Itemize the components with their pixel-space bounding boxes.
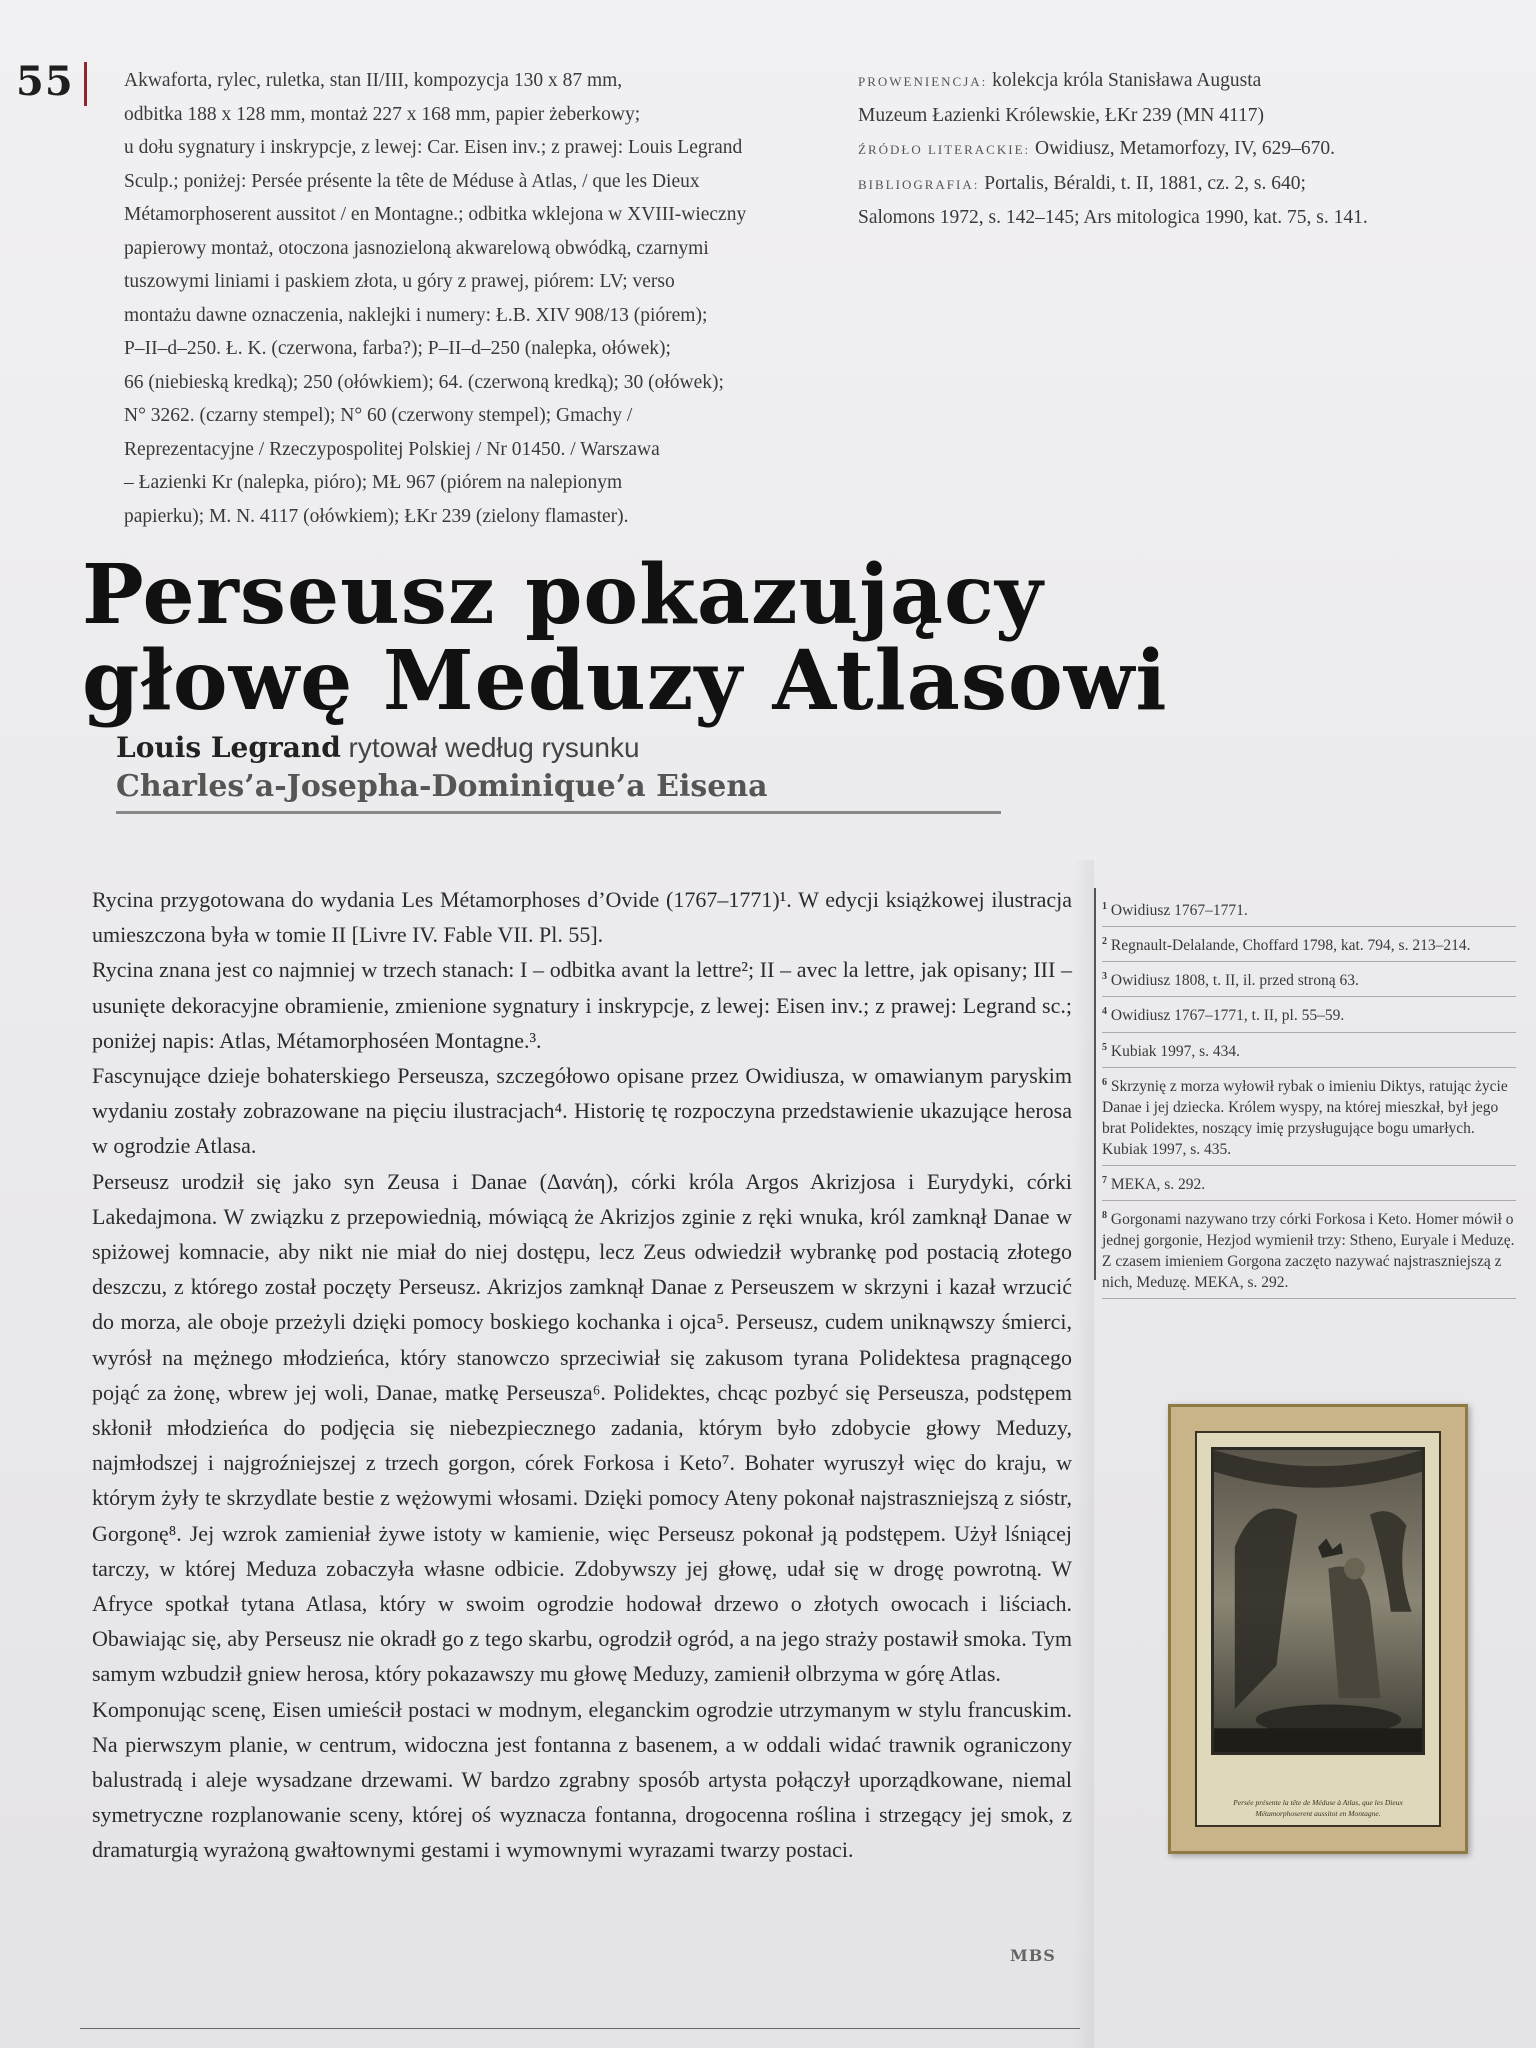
footnote-number: 6: [1102, 1076, 1107, 1088]
technical-description: [124, 64, 824, 533]
bibliography-line-2: Salomons 1972, s. 142–145; Ars mitologica 1990, kat. 75, s. 141.: [858, 207, 1368, 228]
footnote-text: Regnault-Delalande, Choffard 1798, kat. 794, s. 213–214.: [1110, 937, 1471, 955]
footnote: [1102, 997, 1516, 1032]
footnotes: [1102, 892, 1516, 1299]
techdesc-line: P–II–d–250. Ł. K. (czerwona, farba?); P–II–d–250 (nalepka, ołówek);: [124, 338, 671, 359]
engraving-caption: Persée présente la tête de Méduse à Atlas, que les Dieux Métamorphoserent aussitot en Montagne.: [1233, 1798, 1403, 1818]
footnote: [1102, 1068, 1516, 1166]
footnote: [1102, 927, 1516, 962]
footnote: [1102, 1166, 1516, 1201]
footnote: [1102, 1033, 1516, 1068]
techdesc-line: – Łazienki Kr (nalepka, pióro); MŁ 967 (piórem na nalepionym: [124, 472, 623, 493]
footnote-number: 8: [1102, 1210, 1107, 1222]
footnote-text: Skrzynię z morza wyłowił rybak o imieniu Diktys, ratując życie Danae i jej dziecka. Królem wyspy, na której mieszkał, był jego brat Polidektes, noszący imię przysługujące bogu umarłych. Kubiak 1997, s. 435.: [1102, 1077, 1508, 1158]
museum-line: Muzeum Łazienki Królewskie, ŁKr 239 (MN 4117): [858, 104, 1264, 126]
footnote-text: Kubiak 1997, s. 434.: [1110, 1042, 1241, 1060]
techdesc-line: papierku); M. N. 4117 (ołówkiem); ŁKr 239 (zielony flamaster).: [124, 505, 629, 527]
provenance-label: PROWENIENCJA:: [858, 74, 988, 89]
body-paragraph: Komponując scenę, Eisen umieścił postaci w modnym, eleganckim ogrodzie utrzymanym w stylu francuskim. Na pierwszym planie, w centrum, widoczna jest fontanna z basenem, a w oddali widać trawnik ograniczony balustradą i aleje wysadzane drzewami. W bardzo zgrabny sposób artysta połączył uporządkowane, niemal symetryczne rozplanowanie sceny, której oś wyznacza fontanna, drogocenna roślina i strzegący jej smok, z dramaturgią wyrażoną gwałtownymi gestami i wymownymi wyrazami twarzy postaci.: [92, 1696, 1072, 1863]
column-gutter: [1072, 860, 1094, 2048]
literary-source-label: ŹRÓDŁO LITERACKIE:: [858, 142, 1031, 157]
footnote-text: Gorgonami nazywano trzy córki Forkosa i Keto. Homer mówił o jednej gorgonie, Hezjod wymienił trzy: Stheno, Euryale i Meduzę. Z czasem imieniem Gorgona zaczęto nazywać najstraszniejszą z nich, Meduzę. MEKA, s. 292.: [1102, 1211, 1515, 1292]
title-line-2: głowę Meduzy Atlasowi: [82, 633, 1168, 729]
footnote-text: Owidiusz 1767–1771.: [1110, 902, 1248, 920]
footnote: [1102, 892, 1516, 927]
footnote: [1102, 962, 1516, 997]
bottom-divider: [80, 2028, 1080, 2029]
techdesc-line: 66 (niebieską kredką); 250 (ołówkiem); 64. (czerwoną kredką); 30 (ołówek);: [124, 371, 724, 393]
footnote-number: 5: [1102, 1041, 1107, 1053]
footnote-number: 3: [1102, 971, 1107, 983]
subtitle-text: rytował według rysunku: [340, 732, 640, 763]
footnote-number: 1: [1102, 901, 1107, 912]
title-line-1: Perseusz pokazujący: [82, 547, 1044, 643]
provenance-line: [858, 64, 1468, 99]
techdesc-line: tuszowymi liniami i paskiem złota, u góry z prawej, piórem: LV; verso: [124, 271, 675, 292]
techdesc-line: u dołu sygnatury i inskrypcje, z lewej: Car. Eisen inv.; z prawej: Louis Legrand: [124, 137, 743, 158]
literary-source-line: [858, 132, 1468, 167]
techdesc-line: Métamorphoserent aussitot / en Montagne.; odbitka wklejona w XVIII-wieczny: [124, 204, 747, 225]
title-underline: [116, 811, 1001, 814]
title-block: [82, 547, 1422, 814]
footnote-text: MEKA, s. 292.: [1110, 1176, 1206, 1194]
techdesc-line: odbitka 188 x 128 mm, montaż 227 x 168 mm, papier żeberkowy;: [124, 103, 641, 125]
subtitle: [82, 730, 1422, 767]
bibliography-line: [858, 167, 1468, 202]
footnote-number: 2: [1102, 936, 1107, 948]
footnote-number: 7: [1102, 1174, 1107, 1186]
engraving-image: [1168, 1404, 1468, 1854]
provenance-value: kolekcja króla Stanisława Augusta: [992, 70, 1262, 91]
footnote: [1102, 1201, 1516, 1299]
bibliography-value: Portalis, Béraldi, t. II, 1881, cz. 2, s. 640;: [984, 172, 1306, 194]
bibliography-label: BIBLIOGRAFIA:: [858, 176, 980, 192]
designer-name: Charles’a-Josepha-Dominique’a Eisena: [116, 769, 768, 804]
techdesc-line: Sculp.; poniżej: Persée présente la tête de Méduse à Atlas, / que les Dieux: [124, 170, 700, 192]
footnote-divider: [1094, 888, 1096, 1280]
engraver-name: Louis Legrand: [116, 731, 341, 764]
catalog-metadata: [858, 64, 1468, 235]
body-paragraph: Rycina przygotowana do wydania Les Métamorphoses d’Ovide (1767–1771)¹. W edycji książkowej ilustracja umieszczona była w tomie II [Livre IV. Fable VII. Pl. 55].: [92, 887, 1072, 948]
techdesc-line: N° 3262. (czarny stempel); N° 60 (czerwony stempel); Gmachy /: [124, 405, 633, 426]
catalog-number: 55: [16, 58, 74, 105]
engraving-mount: [1195, 1431, 1441, 1827]
body-paragraph: Perseusz urodził się jako syn Zeusa i Danae (Δανάη), córki króla Argos Akrizjosa i Eurydyki, córki Lakedajmona. W związku z przepowiednią, mówiącą że Akrizjos zginie z ręki wnuka, król zamknął Danae w spiżowej komnacie, aby nikt nie miał do niej dostępu, lecz Zeus odwiedził wybrankę pod postacią złotego deszczu, z którego został poczęty Perseusz. Akrizjos zamknął Danae z Perseuszem w skrzyni i kazał wrzucić do morza, ale oboje przeżyli dzięki pomocy boskiego kochanka i ojca⁵. Perseusz, cudem uniknąwszy śmierci, wyrósł na mężnego młodzieńca, który stanowczo sprzeciwiał się zakusom tyrana Polidektesa pragnącego pojąć za żonę, wbrew jej woli, Danae, matkę Perseusza⁶. Polidektes, chcąc pozbyć się Perseusza, podstępem skłonił młodzieńca do podjęcia się niebezpiecznego zadania, którym było zdobycie głowy Meduzy, najmłodszej i najgroźniejszej z trzech gorgon, córek Forkosa i Keto⁷. Bohater wyruszył więc do kraju, w którym żyły te skrzydlate bestie z wężowymi włosami. Dzięki pomocy Ateny pokonał najstraszniejszą z sióstr, Gorgonę⁸. Jej wzrok zamieniał żywe istoty w kamienie, więc Perseusz pokonał ją podstępem. Użył lśniącej tarczy, w której Meduza zobaczyła własne odbicie. Zdobywszy jej głowę, udał się w drogę powrotną. W Afryce spotkał tytana Atlasa, który w swoim ogrodzie hodował drzewo o złotych owocach i liściach. Obawiając się, aby Perseusz nie okradł go z tego skarbu, ogrodził ogród, a na jego straży postawił smoka. Tym samym wzbudził gniew herosa, który pokazawszy mu głowę Meduzy, zamienił olbrzyma w górę Atlas.: [92, 1168, 1072, 1687]
footnote-number: 4: [1102, 1006, 1107, 1018]
techdesc-line: Akwaforta, rylec, ruletka, stan II/III, kompozycja 130 x 87 mm,: [124, 70, 623, 91]
catalog-divider: [84, 62, 87, 106]
techdesc-line: papierowy montaż, otoczona jasnozieloną akwarelową obwódką, czarnymi: [124, 237, 709, 259]
engraving-scene: [1211, 1447, 1425, 1755]
techdesc-line: Reprezentacyjne / Rzeczypospolitej Polskiej / Nr 01450. / Warszawa: [124, 438, 660, 460]
page-title: [82, 547, 1422, 729]
body-paragraph: Rycina znana jest co najmniej w trzech stanach: I – odbitka avant la lettre²; II – avec la lettre, jak opisany; III – usunięte dekoracyjne obramienie, zmienione sygnatury i inskrypcje, z lewej: Eisen inv.; z prawej: Legrand sc.; poniżej napis: Atlas, Métamorphoséen Montagne.³.: [92, 957, 1072, 1053]
techdesc-line: montażu dawne oznaczenia, naklejki i numery: Ł.B. XIV 908/13 (piórem);: [124, 304, 708, 326]
author-signature: MBS: [1010, 1946, 1056, 1965]
engraving-illustration: [1214, 1450, 1422, 1752]
footnote-text: Owidiusz 1808, t. II, il. przed stroną 63.: [1110, 972, 1359, 990]
footnote-text: Owidiusz 1767–1771, t. II, pl. 55–59.: [1110, 1007, 1345, 1025]
article-body: [92, 882, 1072, 1868]
literary-source-value: Owidiusz, Metamorfozy, IV, 629–670.: [1035, 138, 1336, 159]
body-paragraph: Fascynujące dzieje bohaterskiego Perseusza, szczegółowo opisane przez Owidiusza, w omawianym paryskim wydaniu zostały zobrazowane na pięciu ilustracjach⁴. Historię tę rozpoczyna przedstawienie ukazujące herosa w ogrodzie Atlasa.: [92, 1063, 1072, 1159]
